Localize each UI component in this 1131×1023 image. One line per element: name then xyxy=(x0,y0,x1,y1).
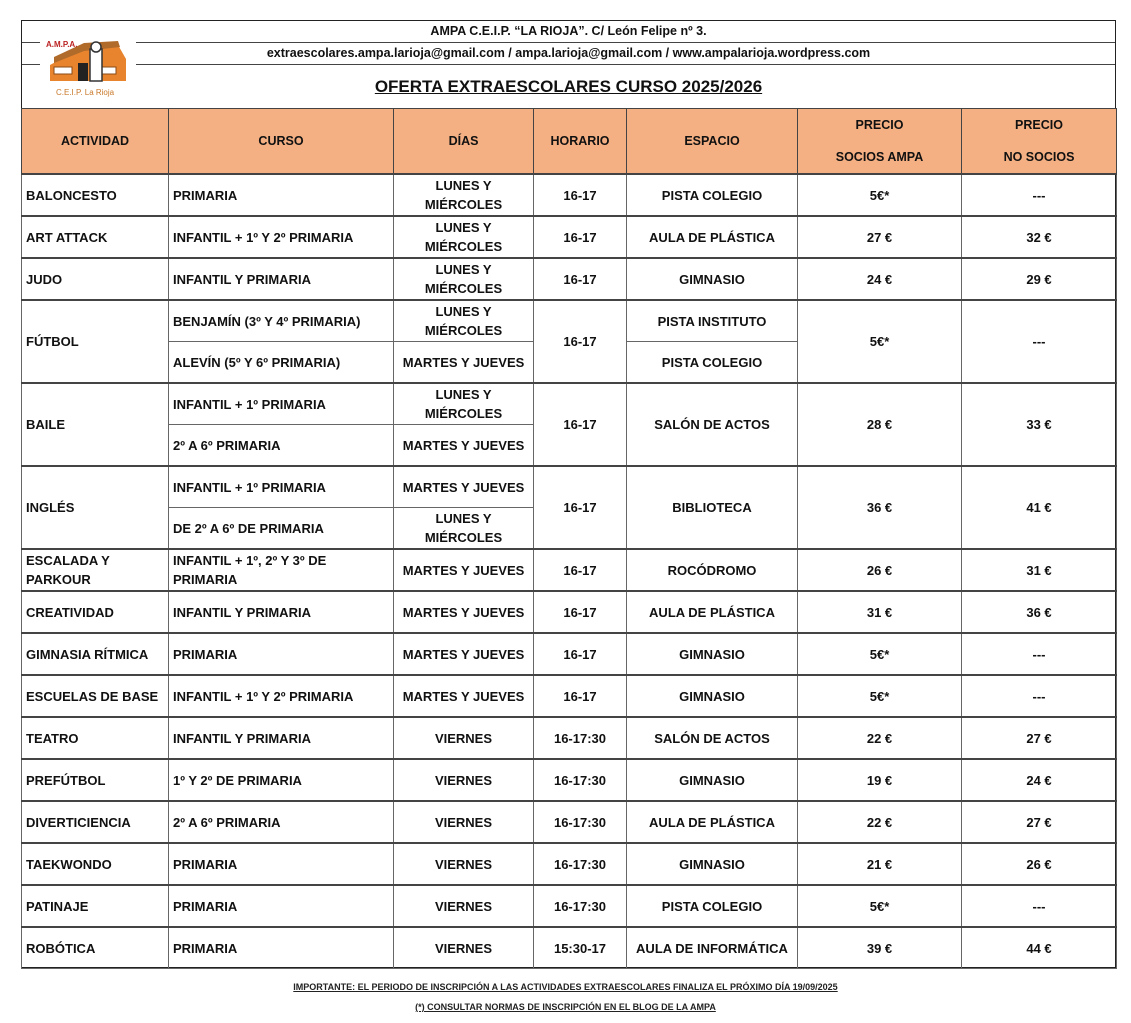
col-horario: HORARIO xyxy=(534,109,627,175)
cell-dias: LUNES Y MIÉRCOLES xyxy=(394,300,534,342)
table-row xyxy=(22,801,1117,843)
cell-curso: PRIMARIA xyxy=(169,843,394,885)
cell-curso: PRIMARIA xyxy=(169,927,394,969)
cell-curso: INFANTIL + 1º PRIMARIA xyxy=(169,383,394,425)
cell-curso: ALEVÍN (5º Y 6º PRIMARIA) xyxy=(169,342,394,384)
cell-precio-socios: 27 € xyxy=(798,216,962,258)
cell-horario: 16-17 xyxy=(534,300,627,383)
cell-precio-no-socios: --- xyxy=(962,885,1117,927)
cell-precio-socios: 19 € xyxy=(798,759,962,801)
cell-precio-no-socios: --- xyxy=(962,675,1117,717)
cell-espacio: PISTA COLEGIO xyxy=(627,174,798,216)
cell-actividad: PREFÚTBOL xyxy=(22,759,169,801)
cell-espacio: GIMNASIO xyxy=(627,675,798,717)
cell-precio-socios: 31 € xyxy=(798,591,962,633)
cell-dias: VIERNES xyxy=(394,885,534,927)
cell-espacio: GIMNASIO xyxy=(627,633,798,675)
cell-horario: 16-17 xyxy=(534,174,627,216)
table-row xyxy=(22,675,1117,717)
svg-text:C.E.I.P. La Rioja: C.E.I.P. La Rioja xyxy=(56,88,115,97)
cell-precio-no-socios: 27 € xyxy=(962,717,1117,759)
col-actividad: ACTIVIDAD xyxy=(22,109,169,175)
cell-horario: 15:30-17 xyxy=(534,927,627,969)
cell-espacio: GIMNASIO xyxy=(627,843,798,885)
cell-curso: INFANTIL + 1º Y 2º PRIMARIA xyxy=(169,675,394,717)
cell-precio-no-socios: 44 € xyxy=(962,927,1117,969)
cell-precio-no-socios: 29 € xyxy=(962,258,1117,300)
cell-actividad: ESCUELAS DE BASE xyxy=(22,675,169,717)
cell-precio-no-socios: 24 € xyxy=(962,759,1117,801)
cell-dias: VIERNES xyxy=(394,927,534,969)
cell-espacio: AULA DE INFORMÁTICA xyxy=(627,927,798,969)
table-row xyxy=(22,174,1117,216)
page-title xyxy=(22,64,1115,109)
precio-no-socios-line1: PRECIO xyxy=(1015,118,1063,132)
cell-curso: INFANTIL + 1º, 2º Y 3º DE PRIMARIA xyxy=(169,549,394,591)
cell-espacio: AULA DE PLÁSTICA xyxy=(627,216,798,258)
col-precio-socios xyxy=(798,109,962,175)
cell-precio-socios: 5€* xyxy=(798,885,962,927)
table-row xyxy=(22,591,1117,633)
cell-precio-no-socios: 27 € xyxy=(962,801,1117,843)
cell-precio-socios: 21 € xyxy=(798,843,962,885)
cell-actividad: INGLÉS xyxy=(22,466,169,549)
precio-socios-line2: SOCIOS AMPA xyxy=(835,150,924,164)
col-espacio: ESPACIO xyxy=(627,109,798,175)
cell-precio-no-socios: 31 € xyxy=(962,549,1117,591)
cell-precio-socios: 22 € xyxy=(798,801,962,843)
table-row xyxy=(22,843,1117,885)
cell-dias: VIERNES xyxy=(394,759,534,801)
cell-dias: VIERNES xyxy=(394,717,534,759)
col-precio-no-socios xyxy=(962,109,1117,175)
cell-horario: 16-17:30 xyxy=(534,759,627,801)
cell-curso: INFANTIL Y PRIMARIA xyxy=(169,591,394,633)
cell-horario: 16-17:30 xyxy=(534,843,627,885)
cell-precio-socios: 39 € xyxy=(798,927,962,969)
cell-dias: MARTES Y JUEVES xyxy=(394,591,534,633)
cell-horario: 16-17 xyxy=(534,258,627,300)
cell-actividad: JUDO xyxy=(22,258,169,300)
cell-actividad: BALONCESTO xyxy=(22,174,169,216)
cell-curso: DE 2º A 6º DE PRIMARIA xyxy=(169,508,394,550)
cell-dias: LUNES Y MIÉRCOLES xyxy=(394,508,534,550)
table-row xyxy=(22,383,1117,425)
activities-table xyxy=(21,108,1117,969)
cell-curso: 2º A 6º PRIMARIA xyxy=(169,801,394,843)
col-dias: DÍAS xyxy=(394,109,534,175)
cell-precio-no-socios: 32 € xyxy=(962,216,1117,258)
table-row xyxy=(22,258,1117,300)
cell-actividad: DIVERTICIENCIA xyxy=(22,801,169,843)
table-row xyxy=(22,466,1117,508)
cell-precio-socios: 28 € xyxy=(798,383,962,466)
important-notice: IMPORTANTE: EL PERIODO DE INSCRIPCIÓN A LAS ACTIVIDADES EXTRAESCOLARES FINALIZA EL PRÓXIMO DÍA 19/09/2025 xyxy=(293,982,838,992)
cell-actividad: TAEKWONDO xyxy=(22,843,169,885)
cell-precio-no-socios: --- xyxy=(962,174,1117,216)
table-row xyxy=(22,927,1117,969)
cell-espacio: GIMNASIO xyxy=(627,258,798,300)
cell-dias: MARTES Y JUEVES xyxy=(394,549,534,591)
cell-dias: LUNES Y MIÉRCOLES xyxy=(394,216,534,258)
cell-precio-no-socios: --- xyxy=(962,633,1117,675)
cell-espacio: SALÓN DE ACTOS xyxy=(627,383,798,466)
cell-actividad: ESCALADA Y PARKOUR xyxy=(22,549,169,591)
table-row xyxy=(22,759,1117,801)
cell-curso: 1º Y 2º DE PRIMARIA xyxy=(169,759,394,801)
table-row xyxy=(22,885,1117,927)
cell-actividad: CREATIVIDAD xyxy=(22,591,169,633)
cell-precio-socios: 5€* xyxy=(798,633,962,675)
cell-espacio: GIMNASIO xyxy=(627,759,798,801)
cell-precio-no-socios: 33 € xyxy=(962,383,1117,466)
cell-horario: 16-17:30 xyxy=(534,885,627,927)
table-row xyxy=(22,549,1117,591)
cell-horario: 16-17 xyxy=(534,591,627,633)
col-curso: CURSO xyxy=(169,109,394,175)
cell-precio-socios: 22 € xyxy=(798,717,962,759)
cell-dias: LUNES Y MIÉRCOLES xyxy=(394,174,534,216)
table-row xyxy=(22,216,1117,258)
title-text: OFERTA EXTRAESCOLARES CURSO 2025/2026 xyxy=(374,77,763,96)
ampa-logo xyxy=(40,35,136,101)
cell-espacio: AULA DE PLÁSTICA xyxy=(627,591,798,633)
cell-precio-socios: 5€* xyxy=(798,300,962,383)
cell-dias: MARTES Y JUEVES xyxy=(394,342,534,384)
table-header-row xyxy=(22,109,1117,175)
cell-precio-no-socios: 26 € xyxy=(962,843,1117,885)
cell-dias: LUNES Y MIÉRCOLES xyxy=(394,383,534,425)
cell-curso: INFANTIL Y PRIMARIA xyxy=(169,258,394,300)
cell-espacio: PISTA COLEGIO xyxy=(627,885,798,927)
cell-actividad: ROBÓTICA xyxy=(22,927,169,969)
cell-espacio: PISTA COLEGIO xyxy=(627,342,798,384)
cell-espacio: BIBLIOTECA xyxy=(627,466,798,549)
cell-dias: VIERNES xyxy=(394,801,534,843)
cell-precio-no-socios: 41 € xyxy=(962,466,1117,549)
cell-actividad: FÚTBOL xyxy=(22,300,169,383)
cell-actividad: ART ATTACK xyxy=(22,216,169,258)
cell-horario: 16-17 xyxy=(534,675,627,717)
cell-dias: MARTES Y JUEVES xyxy=(394,675,534,717)
cell-espacio: ROCÓDROMO xyxy=(627,549,798,591)
org-address-line: AMPA C.E.I.P. “LA RIOJA”. C/ León Felipe nº 3. xyxy=(22,21,1115,43)
cell-horario: 16-17 xyxy=(534,216,627,258)
footnote: (*) CONSULTAR NORMAS DE INSCRIPCIÓN EN EL BLOG DE LA AMPA xyxy=(415,1002,716,1012)
cell-dias: LUNES Y MIÉRCOLES xyxy=(394,258,534,300)
svg-text:A.M.P.A.: A.M.P.A. xyxy=(46,40,78,49)
cell-precio-socios: 5€* xyxy=(798,174,962,216)
cell-horario: 16-17 xyxy=(534,383,627,466)
cell-precio-socios: 36 € xyxy=(798,466,962,549)
cell-espacio: SALÓN DE ACTOS xyxy=(627,717,798,759)
cell-actividad: GIMNASIA RÍTMICA xyxy=(22,633,169,675)
cell-precio-socios: 24 € xyxy=(798,258,962,300)
cell-horario: 16-17 xyxy=(534,549,627,591)
cell-horario: 16-17 xyxy=(534,466,627,549)
cell-curso: PRIMARIA xyxy=(169,174,394,216)
table-row xyxy=(22,717,1117,759)
cell-dias: MARTES Y JUEVES xyxy=(394,425,534,467)
cell-dias: MARTES Y JUEVES xyxy=(394,633,534,675)
cell-curso: INFANTIL + 1º PRIMARIA xyxy=(169,466,394,508)
cell-espacio: PISTA INSTITUTO xyxy=(627,300,798,342)
cell-precio-socios: 5€* xyxy=(798,675,962,717)
cell-actividad: BAILE xyxy=(22,383,169,466)
table-row xyxy=(22,633,1117,675)
cell-horario: 16-17:30 xyxy=(534,801,627,843)
cell-curso: INFANTIL Y PRIMARIA xyxy=(169,717,394,759)
cell-actividad: PATINAJE xyxy=(22,885,169,927)
precio-no-socios-line2: NO SOCIOS xyxy=(1003,150,1075,164)
cell-curso: BENJAMÍN (3º Y 4º PRIMARIA) xyxy=(169,300,394,342)
cell-curso: INFANTIL + 1º Y 2º PRIMARIA xyxy=(169,216,394,258)
cell-dias: VIERNES xyxy=(394,843,534,885)
precio-socios-line1: PRECIO xyxy=(855,118,904,132)
school-building-logo-icon xyxy=(40,35,136,101)
cell-curso: PRIMARIA xyxy=(169,633,394,675)
cell-horario: 16-17:30 xyxy=(534,717,627,759)
table-row xyxy=(22,300,1117,342)
cell-horario: 16-17 xyxy=(534,633,627,675)
contact-line: extraescolares.ampa.larioja@gmail.com / ampa.larioja@gmail.com / www.ampalarioja.wordpress.com xyxy=(22,42,1115,65)
cell-precio-no-socios: 36 € xyxy=(962,591,1117,633)
cell-precio-socios: 26 € xyxy=(798,549,962,591)
cell-espacio: AULA DE PLÁSTICA xyxy=(627,801,798,843)
cell-precio-no-socios: --- xyxy=(962,300,1117,383)
cell-curso: 2º A 6º PRIMARIA xyxy=(169,425,394,467)
cell-actividad: TEATRO xyxy=(22,717,169,759)
cell-dias: MARTES Y JUEVES xyxy=(394,466,534,508)
cell-curso: PRIMARIA xyxy=(169,885,394,927)
